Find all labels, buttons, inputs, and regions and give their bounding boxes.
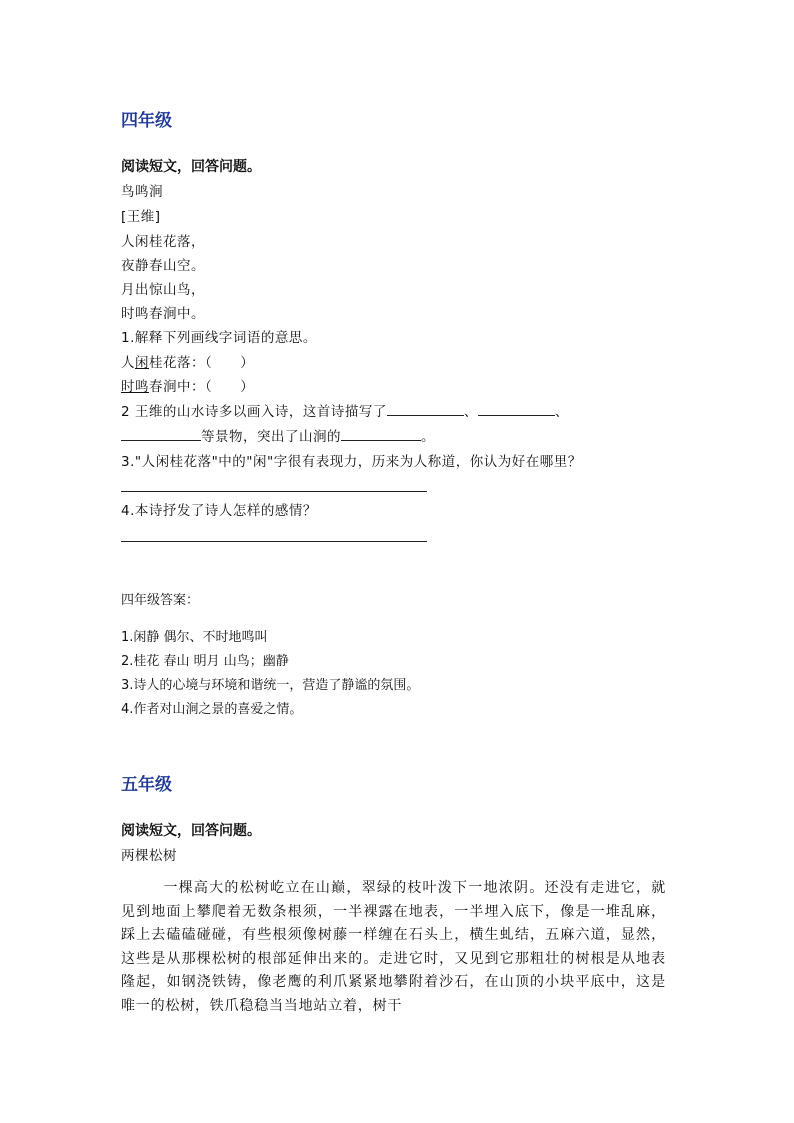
- q1a-prefix: 人: [121, 355, 135, 371]
- poem-line-3: 月出惊山鸟，: [121, 282, 205, 298]
- q1a-rest: 桂花落：（ ）: [149, 355, 255, 371]
- grade5-instruction: 阅读短文，回答问题。: [121, 823, 261, 839]
- q2-text-b: 等景物，突出了山涧的: [201, 429, 341, 445]
- question-2-line-1: [121, 400, 569, 420]
- q1a-underlined-word: 闲: [135, 355, 149, 371]
- grade4-heading: 四年级: [121, 111, 172, 131]
- q2-blank-2[interactable]: [478, 401, 555, 416]
- poem-title: 鸟鸣涧: [121, 184, 163, 200]
- question-4: 4.本诗抒发了诗人怎样的感情？: [121, 503, 317, 519]
- q2-blank-3[interactable]: [121, 426, 201, 441]
- q2-sep-2: 、: [554, 404, 569, 420]
- story-paragraph: [121, 877, 666, 1117]
- poem-line-2: 夜静春山空。: [121, 258, 205, 274]
- story-paragraph-text: 一棵高大的松树屹立在山巅，翠绿的枝叶泼下一地浓阴。还没有走进它，就见到地面上攀爬着无数条根须，一半裸露在地表，一半埋入底下，像是一堆乱麻，踩上去磕磕碰碰，有些根须像树藤一样缠在石头上，横生虬结，五麻六道，显然，这些是从那棵松树的根部延伸出来的。走进它时，又见到它那粗壮的树根是从地表隆起，如钢浇铁铸，像老鹰的利爪紧紧地攀附着沙石，在山顶的小块平底中，这是唯一的松树，铁爪稳稳当当地站立着，树干: [121, 880, 666, 1014]
- q1b-rest: 春涧中：（ ）: [149, 379, 255, 395]
- grade5-heading: 五年级: [121, 775, 172, 795]
- q3-answer-line[interactable]: [121, 491, 427, 492]
- answer-4: 4.作者对山涧之景的喜爱之情。: [121, 702, 303, 717]
- question-3: 3."人闲桂花落"中的"闲"字很有表现力，历来为人称道，你认为好在哪里？: [121, 454, 582, 470]
- q2-sep-1: 、: [463, 404, 478, 420]
- answer-2: 2.桂花 春山 明月 山鸟；幽静: [121, 654, 289, 669]
- poem-author: [王维]: [121, 209, 161, 225]
- answers-title: 四年级答案：: [121, 593, 200, 608]
- q2-blank-4[interactable]: [341, 426, 421, 441]
- question-1a: [121, 351, 254, 371]
- answer-1: 1.闲静 偶尔、不时地鸣叫: [121, 630, 268, 645]
- story-title: 两棵松树: [121, 848, 177, 864]
- question-1: 1.解释下列画线字词语的意思。: [121, 330, 317, 346]
- q2-text-a: 2 王维的山水诗多以画入诗，这首诗描写了: [121, 404, 387, 420]
- q2-blank-1[interactable]: [387, 401, 464, 416]
- question-1b: [121, 375, 254, 395]
- q1b-underlined-word: 时鸣: [121, 379, 149, 395]
- poem-line-1: 人闲桂花落，: [121, 234, 205, 250]
- q4-answer-line[interactable]: [121, 541, 427, 542]
- q2-end: 。: [421, 429, 435, 445]
- poem-line-4: 时鸣春涧中。: [121, 306, 205, 322]
- grade4-instruction: 阅读短文，回答问题。: [121, 159, 261, 175]
- question-2-line-2: [121, 425, 435, 445]
- answer-3: 3.诗人的心境与环境和谐统一，营造了静谧的氛围。: [121, 678, 420, 693]
